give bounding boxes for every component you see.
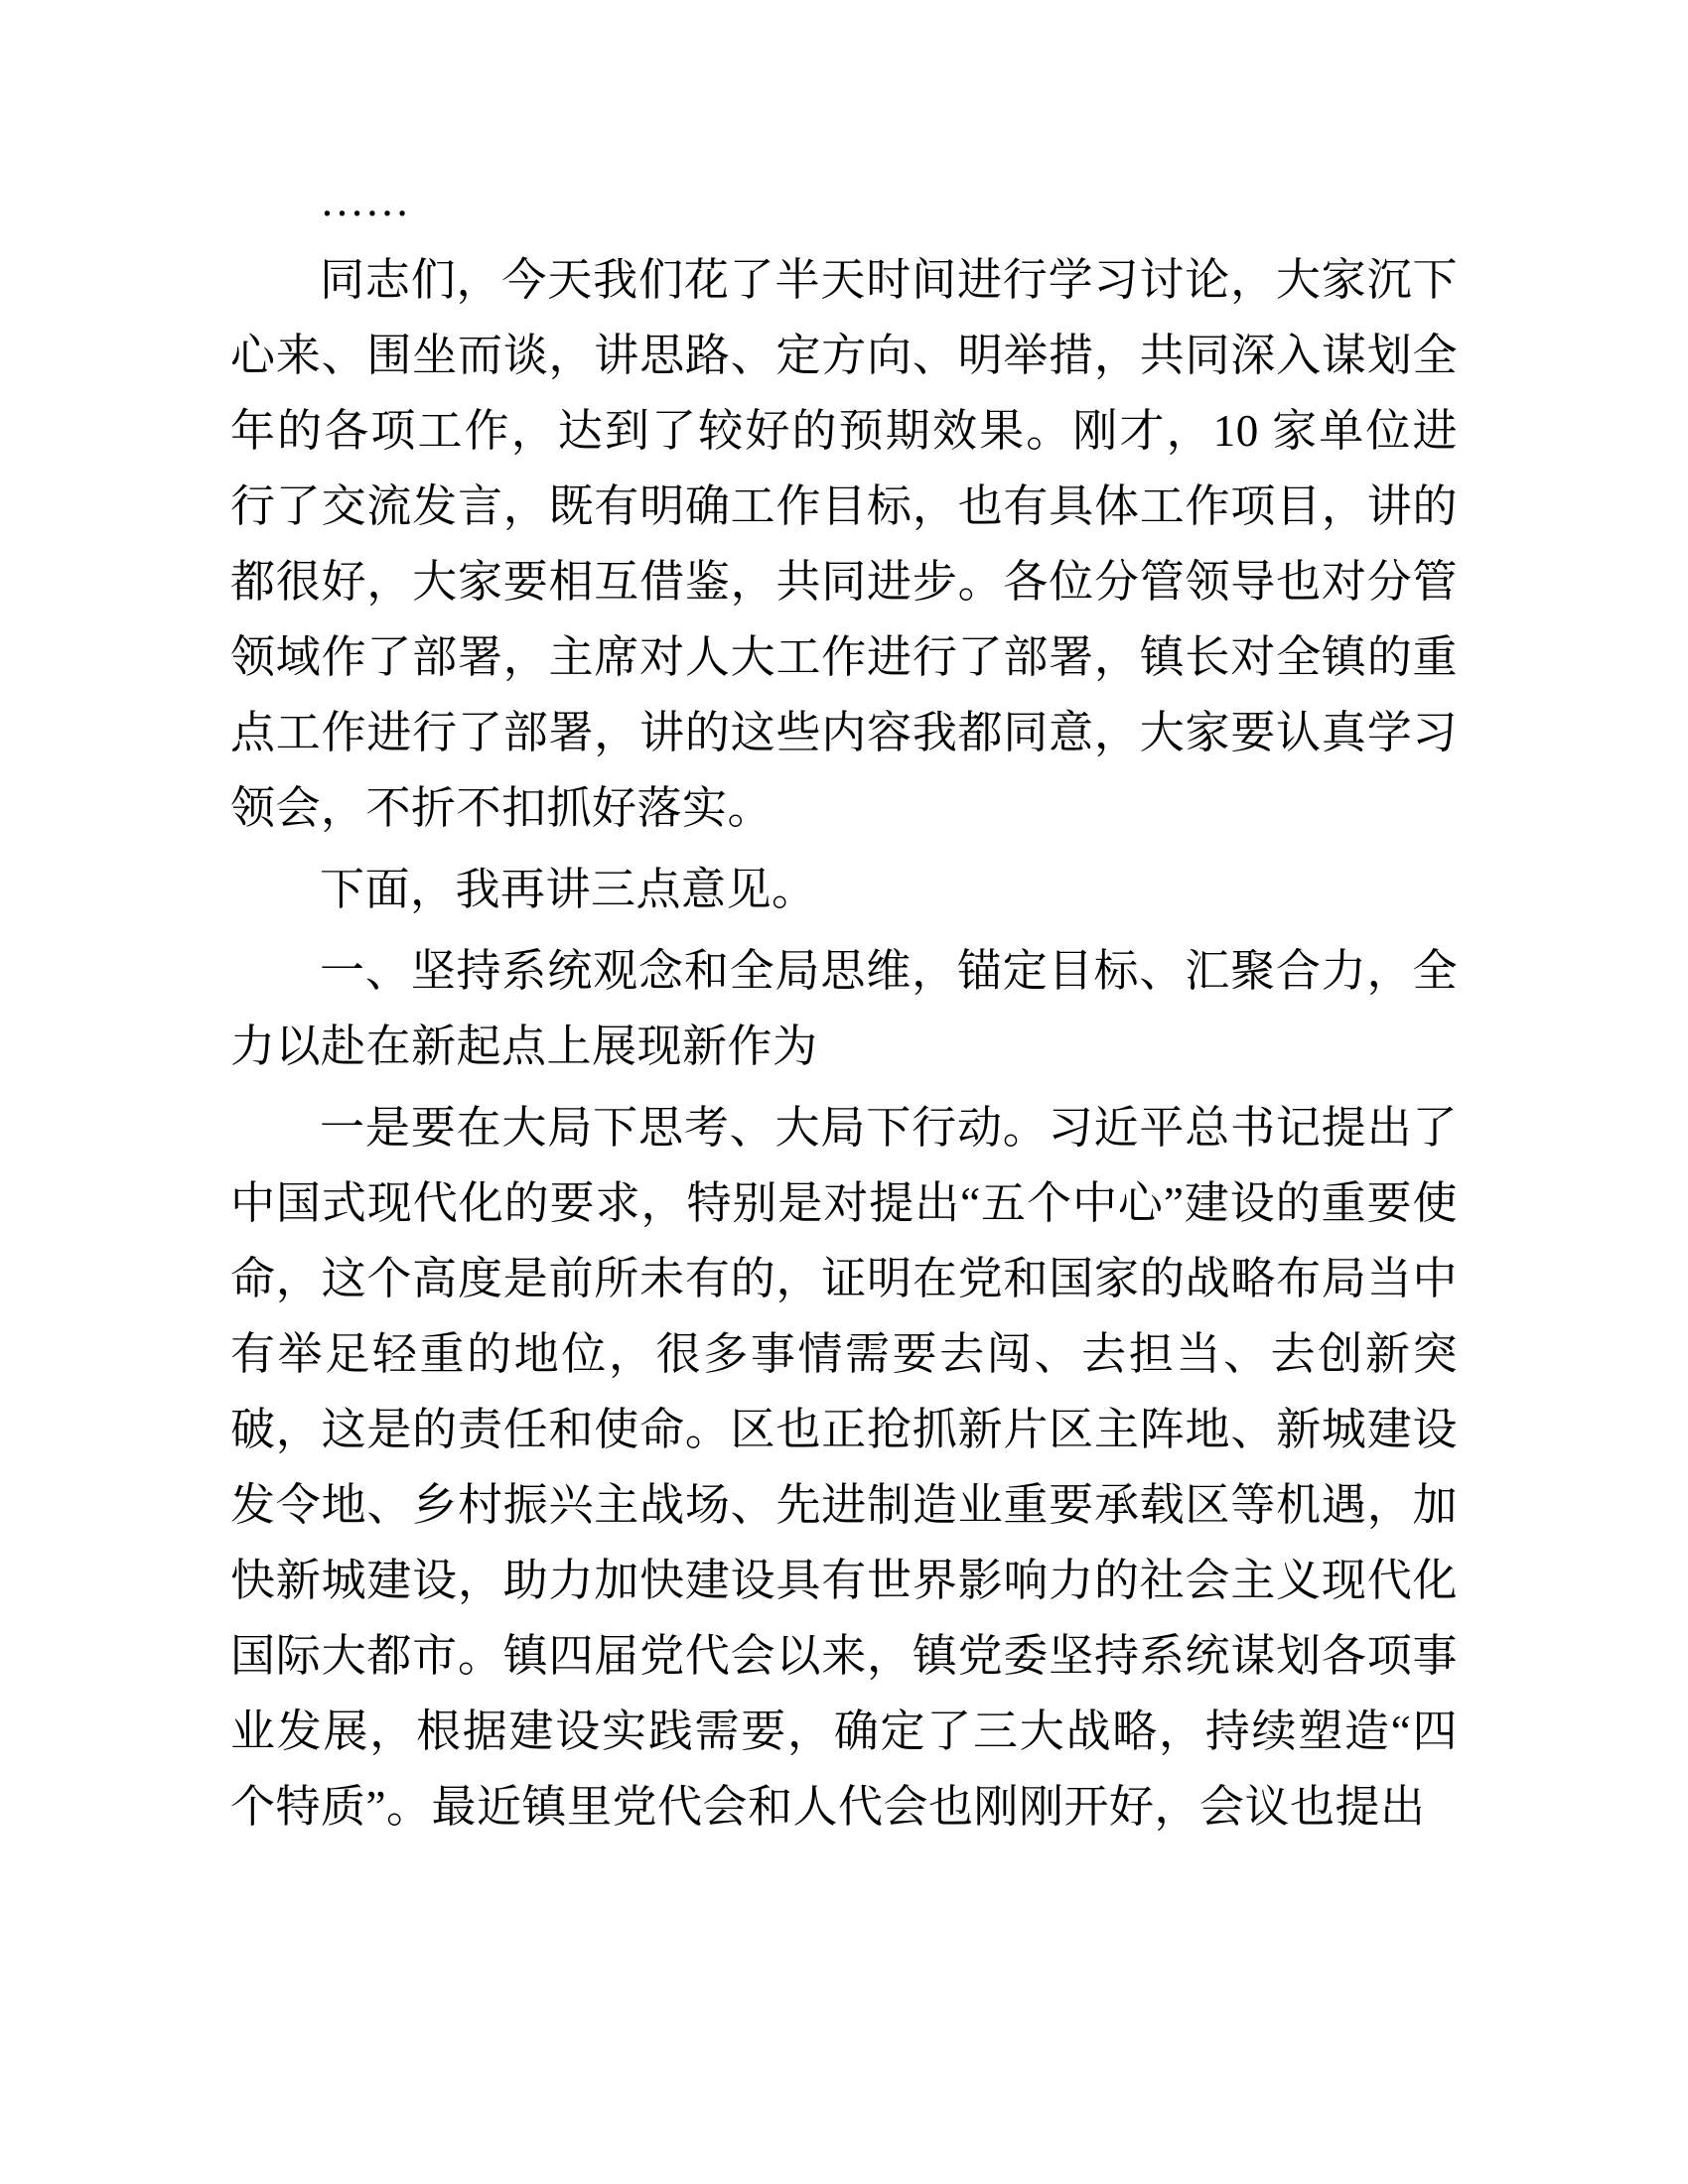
paragraph-transition: 下面，我再讲三点意见。 <box>320 865 817 914</box>
paragraph-opening-remarks: 同志们，今天我们花了半天时间进行学习讨论，大家沉下心来、围坐而谈，讲思路、定方向、明举措，共同深入谋划全年的各项工作，达到了较好的预期效果。刚才，10 家单位进行了交流发言，既有明确工作目标，也有具体工作项目，讲的都很好，大家要相互借鉴，共同进步。各位分管领导也对分管领域作了部署，主席对人大工作进行了部署，镇长对全镇的重点工作进行了部署，讲的这些内容我都同意，大家要认真学习领会，不折不扣抓好落实。 <box>230 255 1458 833</box>
paragraph-section-one-point-one: 一是要在大局下思考、大局下行动。习近平总书记提出了中国式现代化的要求，特别是对提出“五个中心”建设的重要使命，这个高度是前所未有的，证明在党和国家的战略布局当中有举足轻重的地位，很多事情需要去闯、去担当、去创新突破，这是的责任和使命。区也正抢抓新片区主阵地、新城建设发令地、乡村振兴主战场、先进制造业重要承载区等机遇，加快新城建设，助力加快建设具有世界影响力的社会主义现代化国际大都市。镇四届党代会以来，镇党委坚持系统谋划各项事业发展，根据建设实践需要，确定了三大战略，持续塑造“四个特质”。最近镇里党代会和人代会也刚刚开好，会议也提出 <box>230 1103 1458 1832</box>
paragraph-ellipsis: …… <box>320 176 410 225</box>
document-body <box>230 169 1458 1844</box>
paragraph-section-one-heading: 一、坚持系统观念和全局思维，锚定目标、汇聚合力，全力以赴在新起点上展现新作为 <box>230 946 1458 1071</box>
